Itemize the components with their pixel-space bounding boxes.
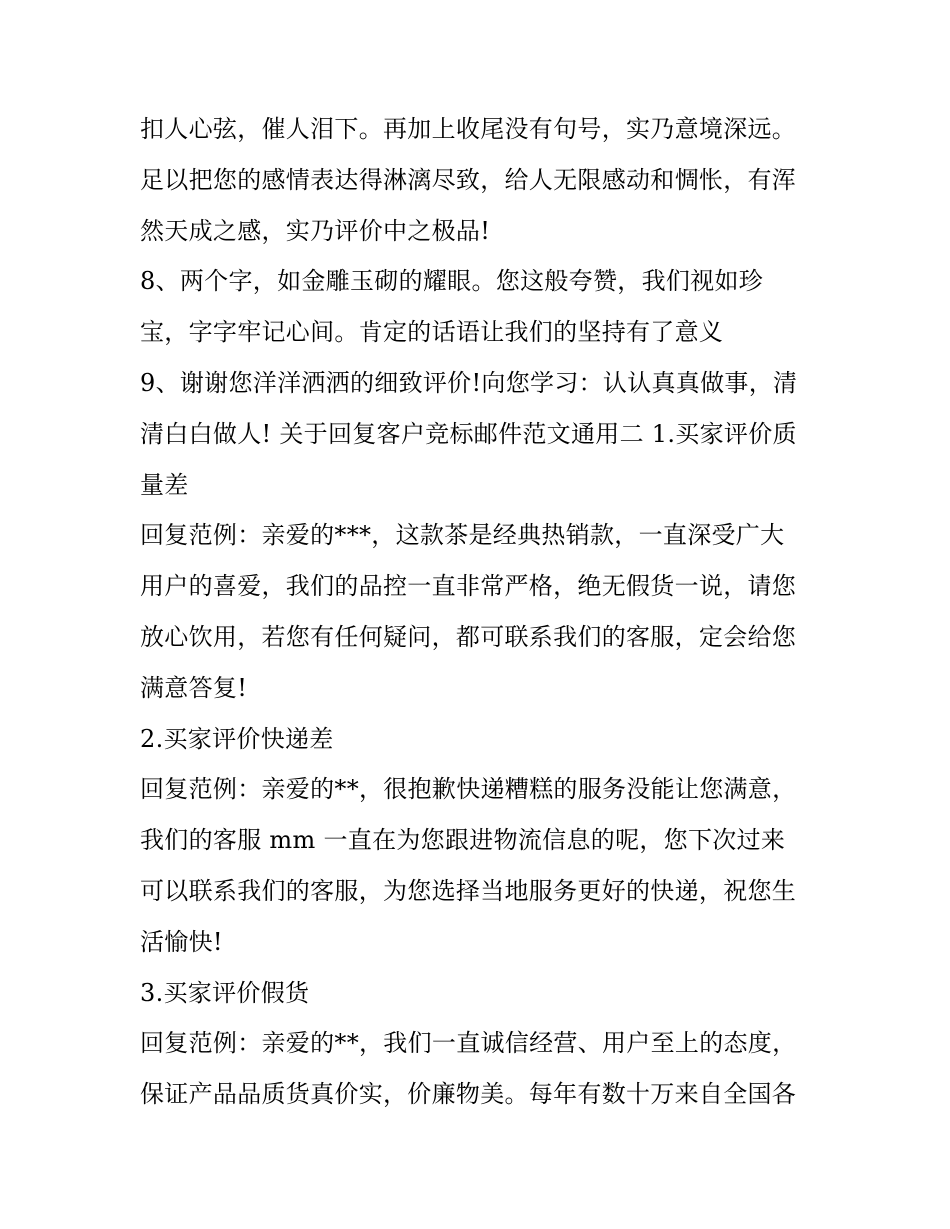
- text-line: 回复范例：亲爱的**，我们一直诚信经营、用户至上的态度，: [140, 1029, 797, 1058]
- text-line: 3.买家评价假货: [140, 978, 310, 1007]
- text-line: 足以把您的感情表达得淋漓尽致，给人无限感动和惆怅，有浑: [140, 165, 797, 194]
- text-line: 8、两个字，如金雕玉砌的耀眼。您这般夸赞，我们视如珍: [140, 267, 764, 296]
- text-line: 满意答复!: [140, 673, 248, 702]
- text-line: 放心饮用，若您有任何疑问，都可联系我们的客服，定会给您: [140, 622, 797, 651]
- text-line: 9、谢谢您洋洋洒洒的细致评价!向您学习：认认真真做事，清: [140, 368, 798, 397]
- text-line: 活愉快!: [140, 927, 223, 956]
- document-body: [140, 104, 820, 1120]
- text-line: 保证产品品质货真价实，价廉物美。每年有数十万来自全国各: [140, 1080, 797, 1109]
- text-line: 回复范例：亲爱的***，这款茶是经典热销款，一直深受广大: [140, 521, 785, 550]
- text-line: 我们的客服 mm 一直在为您跟进物流信息的呢，您下次过来: [140, 826, 786, 855]
- text-line: 回复范例：亲爱的**，很抱歉快递糟糕的服务没能让您满意，: [140, 775, 797, 804]
- text-line: 用户的喜爱，我们的品控一直非常严格，绝无假货一说，请您: [140, 572, 797, 601]
- text-line: 2.买家评价快递差: [140, 724, 334, 753]
- text-line: 扣人心弦，催人泪下。再加上收尾没有句号，实乃意境深远。: [140, 115, 797, 143]
- text-line: 量差: [140, 470, 189, 499]
- text-line: 清白白做人! 关于回复客户竞标邮件范文通用二 1.买家评价质: [140, 419, 797, 448]
- text-line: 然天成之感，实乃评价中之极品!: [140, 216, 491, 245]
- text-line: 宝，字字牢记心间。肯定的话语让我们的坚持有了意义: [140, 318, 724, 347]
- text-line: 可以联系我们的客服，为您选择当地服务更好的快递，祝您生: [140, 876, 797, 905]
